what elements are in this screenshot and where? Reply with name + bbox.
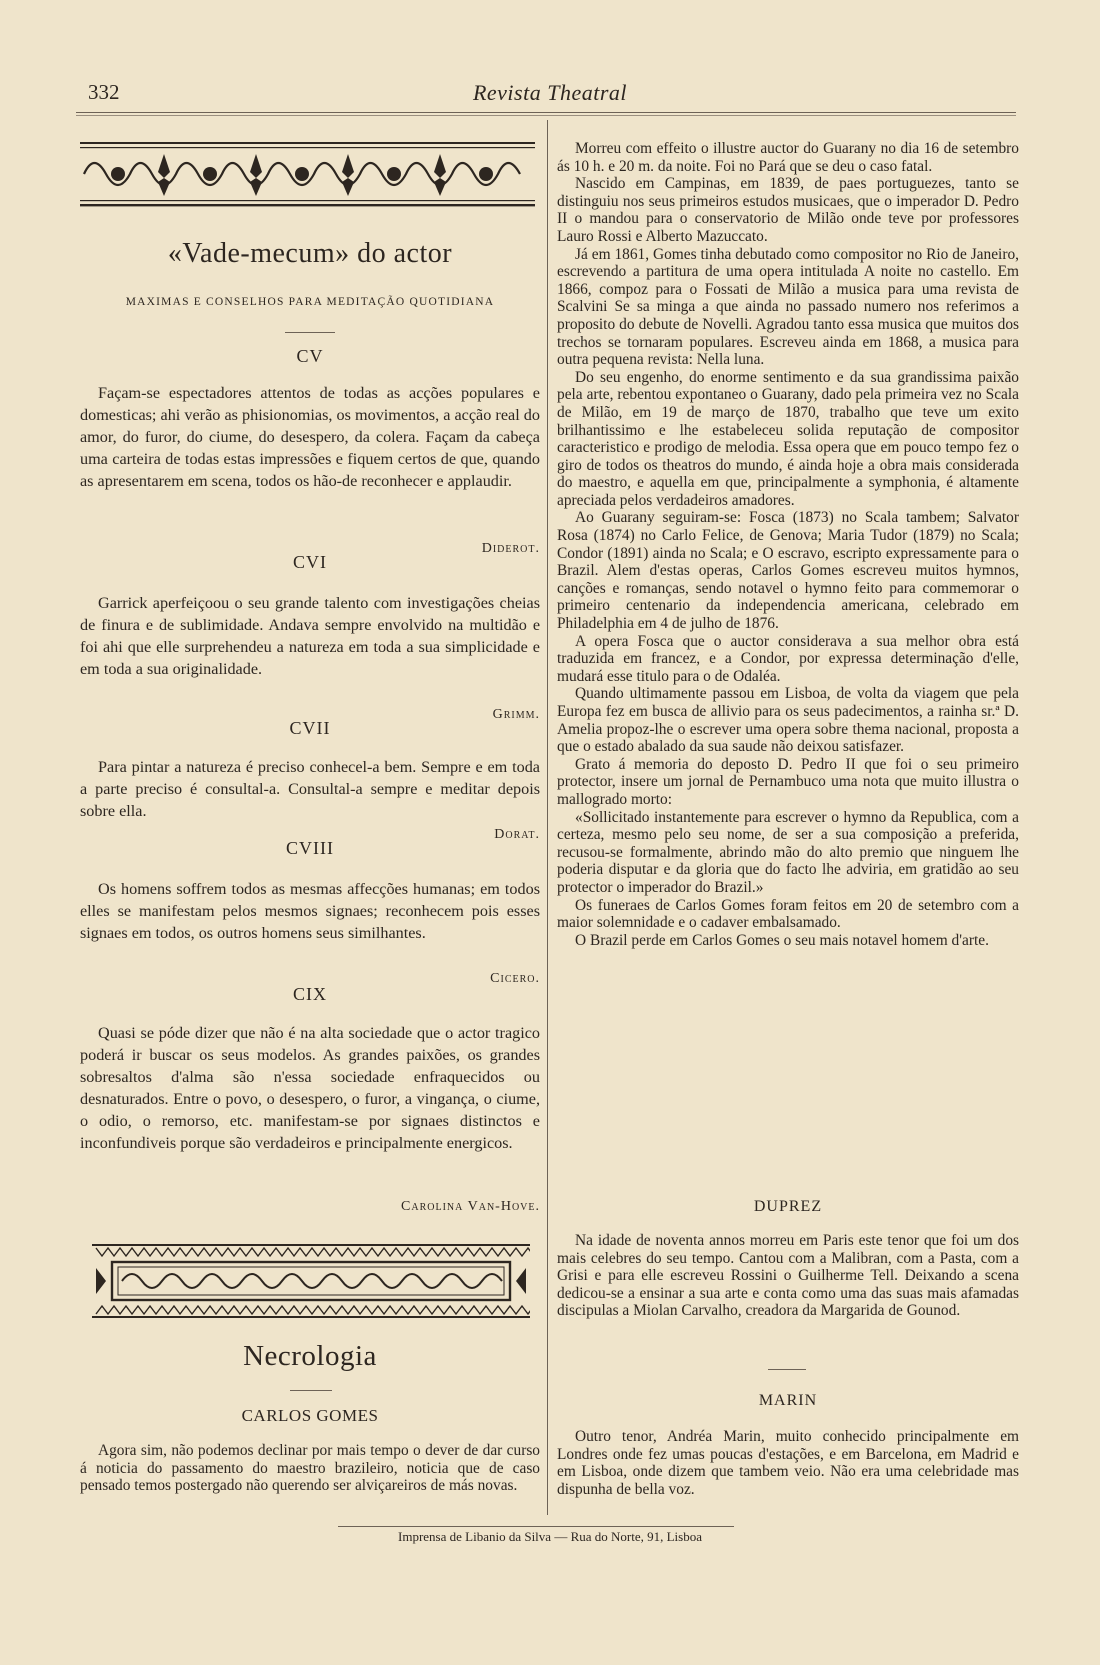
section-numeral: CVI — [293, 552, 327, 572]
obituary-paragraph: Ao Guarany seguiram-se: Fosca (1873) no Scala tambem; Salvator Rosa (1874) no Carlo Felice, de Genova; Maria Tudor (1879) no Scala; Condor (1891) ainda no Scala; e O escravo, escripto expressamente para o Brazil. Alem d'estas operas, Carlos Gomes escreveu muitos hymnos, canções e romanças, sendo notavel o hymno feito para commemorar o primeiro centenario da independencia americana, celebrado em Philadelphia em 4 de julho de 1876. — [557, 509, 1019, 633]
obituary-heading: DUPREZ — [753, 1198, 823, 1215]
maxim-paragraph: Para pintar a natureza é preciso conhecel-a bem. Sempre e em toda a parte preciso é consultal-a. Consultal-a sempre e meditar depois sobre ella. — [80, 758, 540, 820]
obituary-paragraph: Quando ultimamente passou em Lisboa, de volta da viagem que pela Europa fez em busca de allivio para os seus padecimentos, a rainha sr.ª D. Amelia propoz-lhe o escrever uma opera sobre thema nacional, proposta a que o estado abalado da sua saude não deixou satisfazer. — [557, 685, 1019, 756]
obituary-paragraph: Grato á memoria do deposto D. Pedro II que foi o seu primeiro protector, insere um jornal de Pernambuco uma nota que muito illustra o mallogrado morto: — [557, 755, 1019, 808]
obituary-duprez — [557, 1232, 1019, 1320]
section-rule — [768, 1369, 806, 1370]
page-number: 332 — [88, 80, 120, 104]
maxim-text — [80, 1022, 540, 1154]
obituary-paragraph: O Brazil perde em Carlos Gomes o seu mais notavel homem d'arte. — [575, 931, 989, 949]
maxim-paragraph: Os homens soffrem todos as mesmas affecções humanas; em todos elles se manifestam pelos mesmos signaes; reconhecem pois esses signaes em todos, os outros homens seus similhantes. — [80, 880, 540, 942]
obituary-marin — [557, 1428, 1019, 1498]
obituary-carlos-gomes-continued — [557, 140, 1019, 949]
obituary-paragraph: Já em 1861, Gomes tinha debutado como compositor no Rio de Janeiro, escrevendo a partitura de uma opera intitulada A noite no castello. Em 1866, compoz para o Fossati de Milão a musica para uma revista de Scalvini Se sa minga a que ainda no passado numero nos referimos a proposito do debute de Novelli. Agradou tanto essa musica que muitos dos trechos se tornaram populares. Escreveu ainda em 1868, a musica para outra pequena revista: Nella luna. — [557, 245, 1019, 369]
decorative-ornament-banner — [80, 142, 535, 208]
section-numeral: CVII — [289, 718, 331, 738]
section-numeral: CV — [296, 346, 324, 366]
maxim-author: Grimm. — [492, 707, 540, 722]
obituary-paragraph: Agora sim, não podemos declinar por mais tempo o dever de dar curso á noticia do passamento do maestro brazileiro, noticia que de caso pensado temos postergado não querendo ser alviçareiros de más novas. — [80, 1442, 540, 1495]
section-numeral: CIX — [293, 984, 327, 1004]
decorative-ornament-frame — [92, 1238, 530, 1324]
obituary-paragraph: A opera Fosca que o auctor considerava a sua melhor obra está traduzida em francez, e a Condor, por expressa determinação d'elle, mudará esse titulo para o de Odaléa. — [557, 632, 1019, 685]
obituary-intro — [80, 1442, 540, 1495]
header-rule — [76, 112, 1016, 113]
footer-rule — [338, 1526, 734, 1527]
obituary-paragraph: Os funeraes de Carlos Gomes foram feitos em 20 de setembro com a maior solemnidade e o cadaver embalsamado. — [557, 896, 1019, 932]
obituary-paragraph: Nascido em Campinas, em 1839, de paes portuguezes, tanto se distinguiu nos seus primeiros estudos musicaes, que o imperador D. Pedro II o mandou para o conservatorio de Milão onde teve por professores Lauro Rossi e Alberto Mazuccato. — [557, 175, 1019, 245]
obituary-paragraph: Do seu engenho, do enorme sentimento e da sua grandissima paixão pela arte, rebentou expontaneo o Guarany, dado pela primeira vez no Scala de Milão, em 19 de março de 1870, trabalho que teve um exito brilhantissimo e lhe estabeleceu solida reputação de compositor caracteristico e prodigo de melodia. Essa opera que em pouco tempo fez o giro de todos os theatros do mundo, é ainda hoje a obra mais considerada do maestro, e aquella em que, principalmente a symphonia, é altamente apreciada pelos verdadeiros amadores. — [557, 368, 1019, 509]
title-rule — [285, 332, 335, 333]
obituary-heading: MARIN — [758, 1392, 818, 1409]
section-rule — [290, 1390, 332, 1391]
obituary-heading: CARLOS GOMES — [241, 1406, 379, 1425]
maxim-paragraph: Garrick aperfeiçoou o seu grande talento com investigações cheias de finura e de sublimidade. Andava sempre envolvido na multidão e foi ahi que elle surprehendeu a natureza em toda a sua simplicidade e em toda a sua originalidade. — [80, 594, 540, 678]
section-numeral: CVIII — [286, 838, 334, 858]
article-subtitle: MAXIMAS E CONSELHOS PARA MEDITAÇÃO QUOTIDIANA — [125, 296, 495, 308]
printer-imprint: Imprensa de Libanio da Silva — Rua do Norte, 91, Lisboa — [398, 1529, 702, 1544]
section-title: Necrologia — [243, 1340, 377, 1372]
obituary-paragraph: Outro tenor, Andréa Marin, muito conhecido principalmente em Londres onde fez umas poucas d'estações, e em Barcelona, em Madrid e em Lisboa, onde dizem que tambem veio. Não era uma celebridade mas dispunha de bella voz. — [557, 1428, 1019, 1498]
obituary-paragraph: Na idade de noventa annos morreu em Paris este tenor que foi um dos mais celebres do seu tempo. Cantou com a Malibran, com a Pasta, com a Grisi e para elle escreveu Rossini o Guilherme Tell. Deixando a scena dedicou-se a ensinar a sua arte e conta como uma das suas mais afamadas discipulas a Miolan Carvalho, creadora da Margarida de Gounod. — [557, 1232, 1019, 1320]
maxim-author: Dorat. — [494, 827, 540, 842]
maxim-paragraph: Quasi se póde dizer que não é na alta sociedade que o actor tragico poderá ir buscar os seus modelos. As grandes paixões, os grandes sobresaltos d'alma são n'essa sociedade enfraquecidos ou desnaturados. Entre o povo, o desespero, o furor, a vingança, o ciume, o odio, o remorso, etc. manifestam-se por signaes distinctos e inconfundiveis porque são verdadeiros e principalmente energicos. — [80, 1024, 540, 1152]
maxim-text — [80, 592, 540, 680]
maxim-paragraph: Façam-se espectadores attentos de todas as acções populares e domesticas; ahi verão as phisionomias, os movimentos, a acção real do amor, do furor, do ciume, do desespero, da colera. Façam da cabeça uma carteira de todas estas impressões e fiquem certos de que, quando as apresentarem em scena, todos os hão-de reconhecer e applaudir. — [80, 384, 540, 490]
obituary-quote: «Sollicitado instantemente para escrever o hymno da Republica, com a certeza, mesmo pelo seu nome, de ser a sua composição a preferida, recusou-se formalmente, abrindo mão do alto premio que ninguem lhe poderia disputar e da gloria que do facto lhe adviria, em gratidão ao seu protector o imperador do Brazil.» — [557, 808, 1019, 896]
maxim-author: Cicero. — [490, 971, 540, 986]
maxim-text — [80, 878, 540, 944]
maxim-text — [80, 756, 540, 822]
maxim-author: Carolina Van-Hove. — [401, 1199, 540, 1214]
obituary-paragraph: Morreu com effeito o illustre auctor do Guarany no dia 16 de setembro ás 10 h. e 20 m. da noite. Foi no Pará que se deu o caso fatal. — [557, 140, 1019, 175]
article-title: «Vade-mecum» do actor — [167, 238, 453, 269]
running-title: Revista Theatral — [472, 80, 628, 105]
maxim-author: Diderot. — [481, 541, 540, 556]
maxim-text — [80, 382, 540, 492]
header-rule-secondary — [76, 115, 1016, 116]
column-separator — [547, 120, 548, 1515]
author-line — [80, 1196, 540, 1218]
